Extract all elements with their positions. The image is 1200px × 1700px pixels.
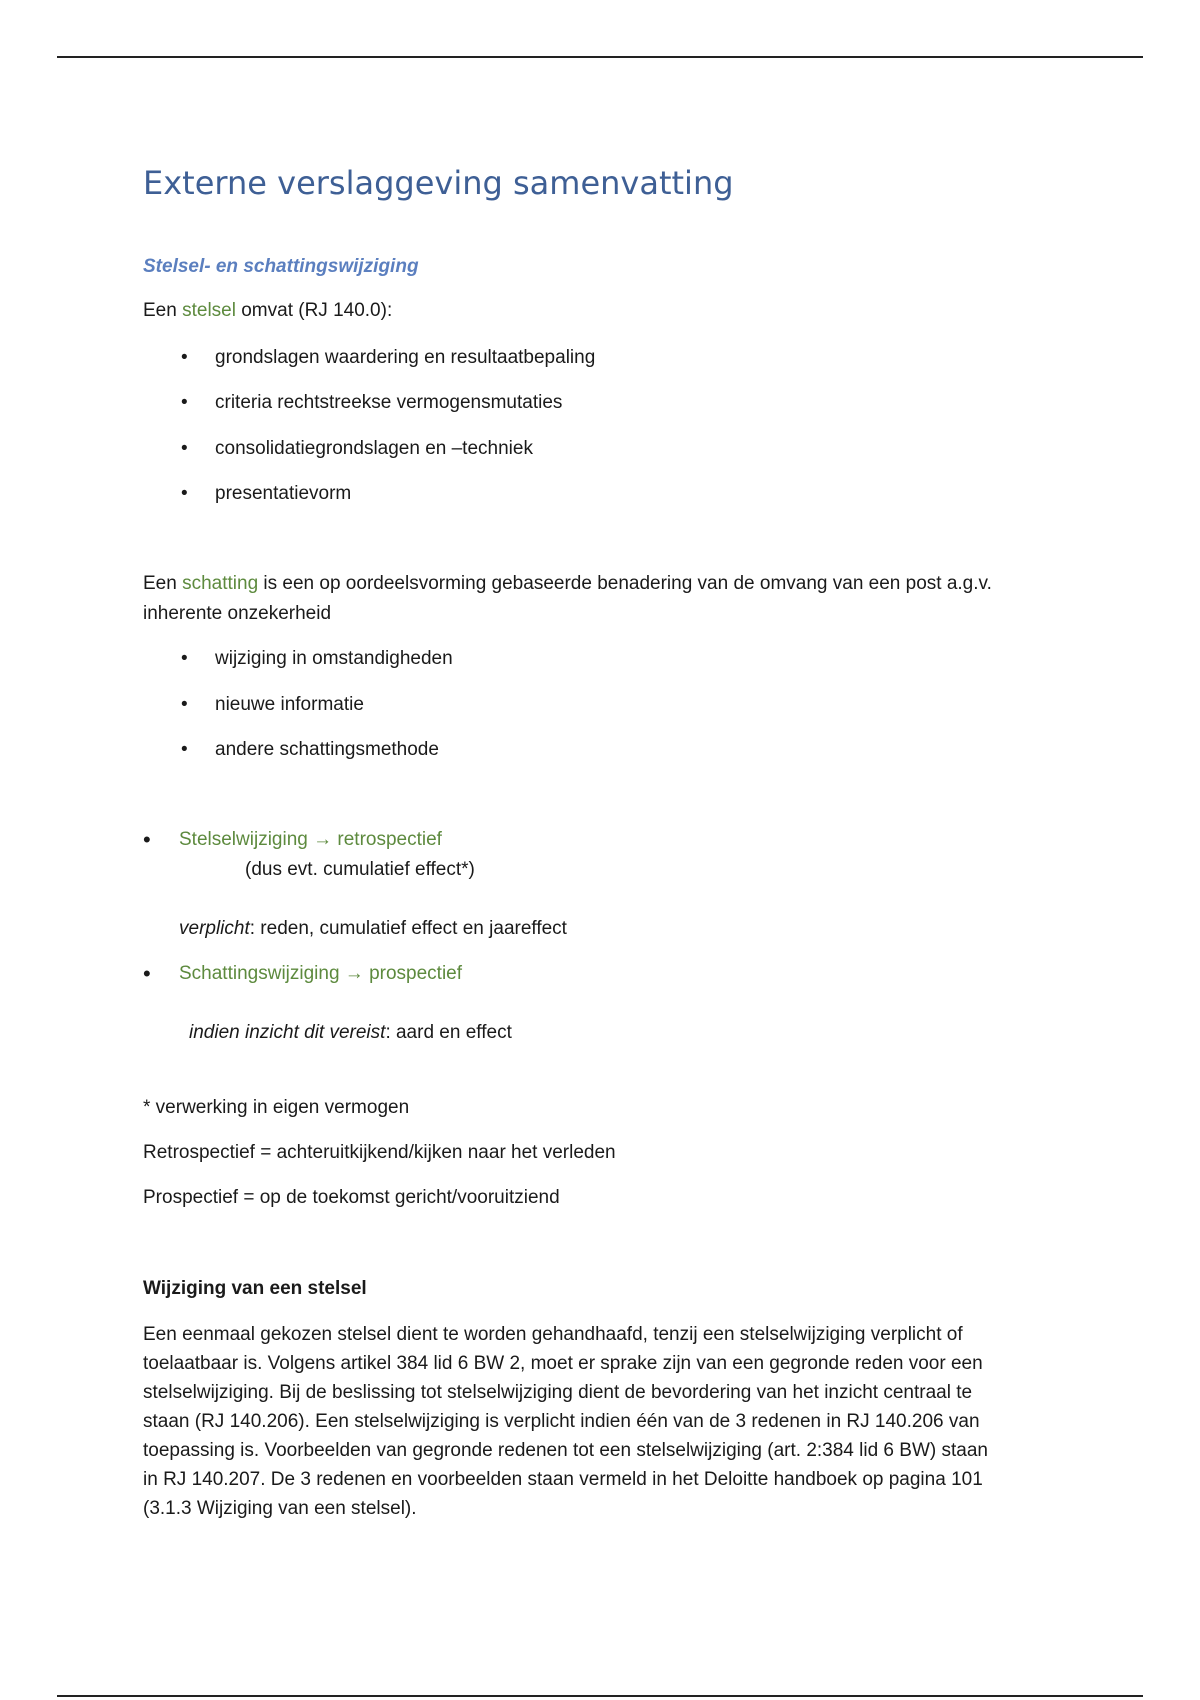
paragraph-line: stelselwijziging. Bij de beslissing tot stelselwijziging dient de bevordering van het inzicht centraal te [143, 1382, 973, 1403]
definition-prospectief: Prospectief = op de toekomst gericht/vooruitziend [143, 1187, 560, 1208]
section-subheading: Stelsel- en schattingswijziging [143, 256, 419, 277]
stelselwijziging-label: Stelselwijziging → retrospectief [179, 829, 442, 850]
condition-text: : aard en effect [385, 1022, 512, 1043]
condition-label: indien inzicht dit vereist [189, 1022, 386, 1043]
schatting-intro-line1 [143, 569, 992, 599]
schattingswijziging-label: Schattingswijziging → prospectief [179, 963, 463, 984]
bullet-icon: • [181, 392, 188, 413]
paragraph-line: Een eenmaal gekozen stelsel dient te worden gehandhaafd, tenzij een stelselwijziging verplicht of [143, 1324, 963, 1345]
bullet-icon: • [181, 347, 188, 368]
definition-retrospectief: Retrospectief = achteruitkijkend/kijken naar het verleden [143, 1142, 616, 1163]
bullet-icon: • [143, 827, 151, 852]
list-item-text: nieuwe informatie [215, 694, 364, 715]
list-item-text: andere schattingsmethode [215, 739, 439, 760]
paragraph-line: toepassing is. Voorbeelden van gegronde redenen tot een stelselwijziging (art. 2:384 lid 6 BW) staan [143, 1440, 988, 1461]
paragraph-line: (3.1.3 Wijziging van een stelsel). [143, 1498, 417, 1519]
required-text: : reden, cumulatief effect en jaareffect [249, 918, 567, 939]
schatting-intro-line2: inherente onzekerheid [143, 603, 332, 624]
bullet-icon: • [181, 438, 188, 459]
footer-rule [57, 1695, 1143, 1697]
list-item-text: criteria rechtstreekse vermogensmutaties [215, 392, 563, 413]
paragraph-line: staan (RJ 140.206). Een stelselwijziging is verplicht indien één van de 3 redenen in RJ 140.206 van [143, 1411, 980, 1432]
paragraph-line: toelaatbaar is. Volgens artikel 384 lid 6 BW 2, moet er sprake zijn van een gegronde reden voor een [143, 1353, 983, 1374]
stelsel-intro [143, 296, 392, 326]
schattingswijziging-condition [189, 1018, 512, 1048]
stelsel-intro-suffix: omvat (RJ 140.0): [235, 300, 393, 321]
footnote: * verwerking in eigen vermogen [143, 1097, 410, 1118]
schatting-intro-prefix: Een [143, 573, 183, 594]
list-item-text: wijziging in omstandigheden [215, 648, 453, 669]
stelsel-term: stelsel [182, 300, 236, 321]
section-heading: Wijziging van een stelsel [143, 1278, 367, 1299]
list-item-text: grondslagen waardering en resultaatbepaling [215, 347, 596, 368]
required-label: verplicht [179, 918, 250, 939]
schatting-term: schatting [182, 573, 259, 594]
section-paragraph [143, 1320, 1063, 1523]
stelselwijziging-required [179, 914, 567, 944]
page-title: Externe verslaggeving samenvatting [143, 164, 734, 202]
header-rule [57, 56, 1143, 58]
list-item-text: presentatievorm [215, 483, 352, 504]
bullet-icon: • [181, 739, 188, 760]
paragraph-line: in RJ 140.207. De 3 redenen en voorbeelden staan vermeld in het Deloitte handboek op pagina 101 [143, 1469, 983, 1490]
stelsel-intro-prefix: Een [143, 300, 183, 321]
bullet-icon: • [181, 648, 188, 669]
bullet-icon: • [181, 694, 188, 715]
stelselwijziging-note: (dus evt. cumulatief effect*) [245, 859, 475, 880]
bullet-icon: • [143, 961, 151, 986]
list-item-text: consolidatiegrondslagen en –techniek [215, 438, 533, 459]
bullet-icon: • [181, 483, 188, 504]
schatting-intro-suffix: is een op oordeelsvorming gebaseerde benadering van de omvang van een post a.g.v. [258, 573, 992, 594]
